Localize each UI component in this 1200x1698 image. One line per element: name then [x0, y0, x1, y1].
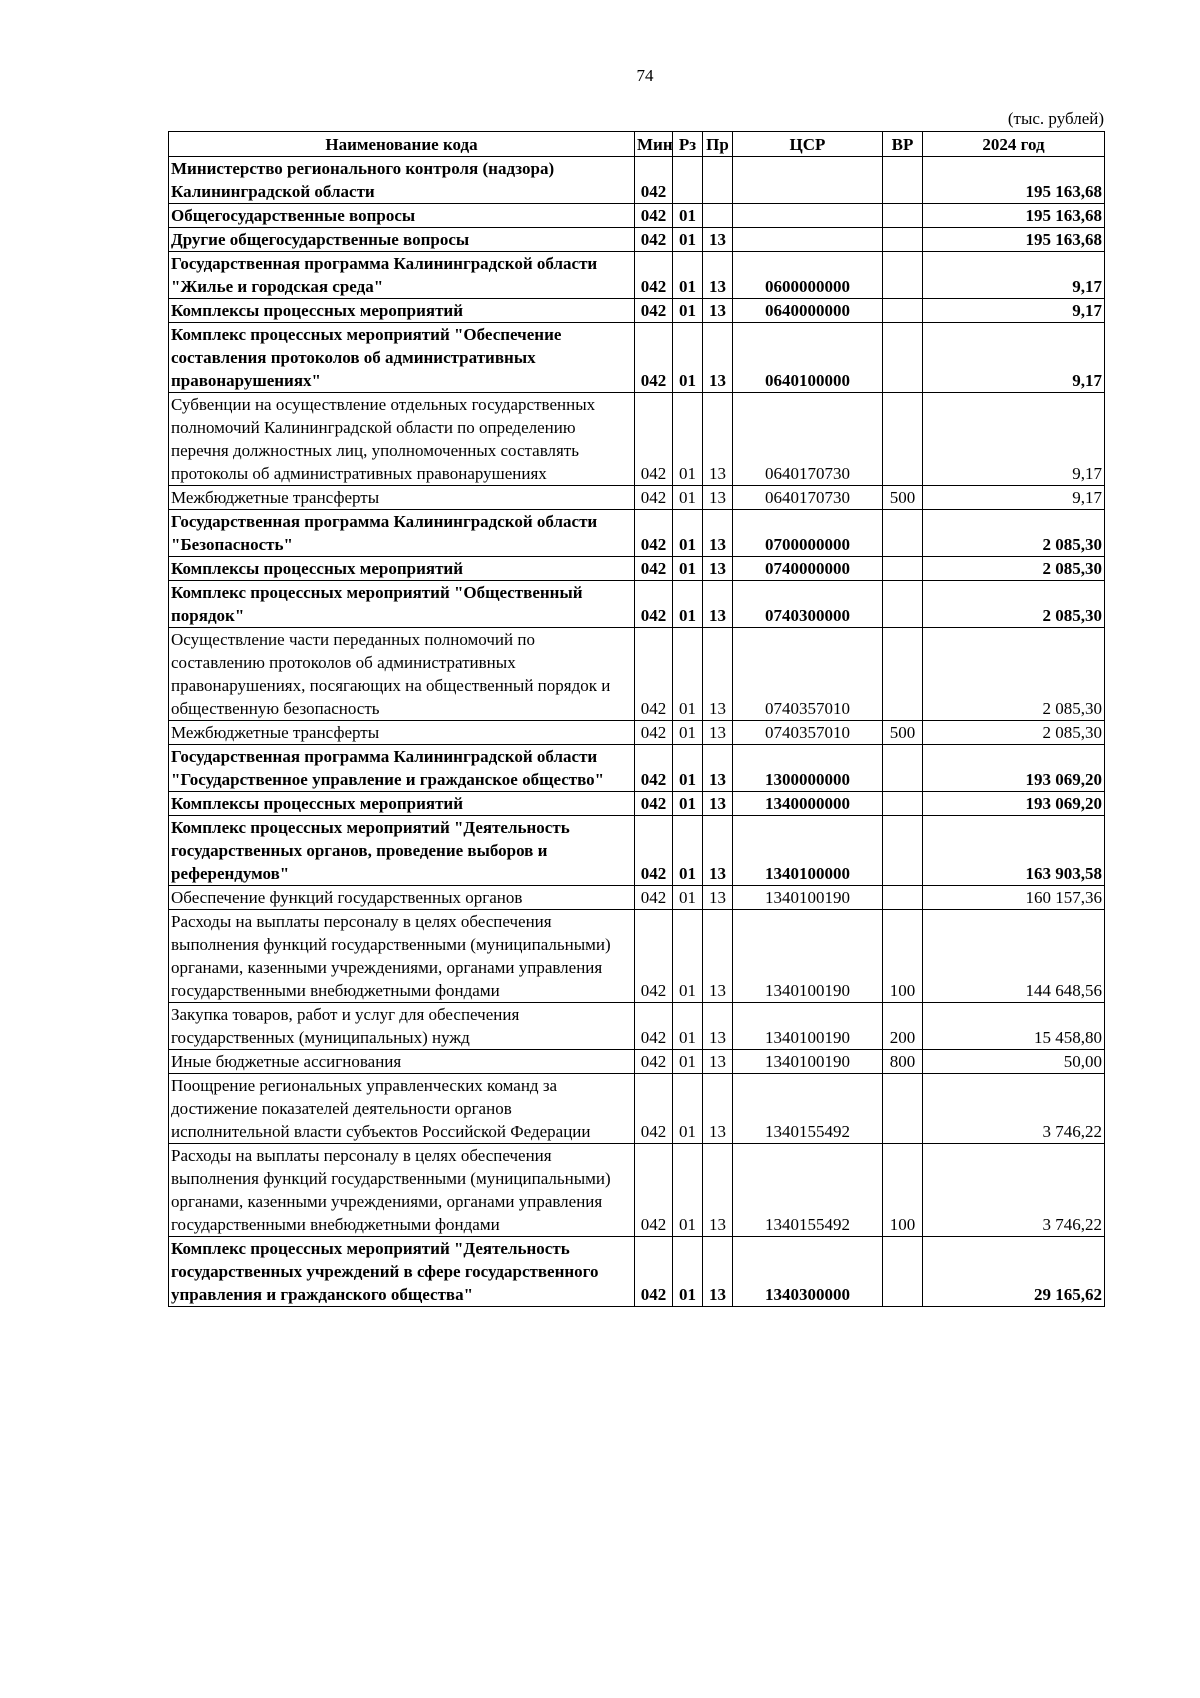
cell-csr: 0740000000: [733, 557, 883, 581]
cell-rz: 01: [673, 745, 703, 792]
cell-csr: 1340155492: [733, 1074, 883, 1144]
table-row: [169, 393, 1105, 486]
cell-vr: [883, 816, 923, 886]
table-row: [169, 323, 1105, 393]
cell-sum: 9,17: [923, 252, 1105, 299]
cell-rz: 01: [673, 1237, 703, 1307]
budget-table: [168, 131, 1105, 1307]
cell-min: 042: [635, 1050, 673, 1074]
cell-vr: [883, 1237, 923, 1307]
cell-name: Межбюджетные трансферты: [169, 486, 635, 510]
cell-vr: 500: [883, 486, 923, 510]
cell-csr: 0740357010: [733, 721, 883, 745]
cell-pr: 13: [703, 393, 733, 486]
table-row: [169, 299, 1105, 323]
cell-vr: [883, 792, 923, 816]
cell-csr: [733, 204, 883, 228]
cell-pr: 13: [703, 557, 733, 581]
cell-name: Субвенции на осуществление отдельных государственных полномочий Калининградской области по определению перечня должностных лиц, уполномоченных составлять протоколы об административных правонарушениях: [169, 393, 635, 486]
header-csr: ЦСР: [733, 132, 883, 157]
cell-name: Комплекс процессных мероприятий "Общественный порядок": [169, 581, 635, 628]
cell-csr: 1340100190: [733, 886, 883, 910]
cell-pr: 13: [703, 299, 733, 323]
cell-name: Осуществление части переданных полномочий по составлению протоколов об административных правонарушениях, посягающих на общественный порядок и общественную безопасность: [169, 628, 635, 721]
cell-min: 042: [635, 1003, 673, 1050]
cell-name: Комплекс процессных мероприятий "Деятельность государственных органов, проведение выборов и референдумов": [169, 816, 635, 886]
table-row: [169, 816, 1105, 886]
cell-sum: 29 165,62: [923, 1237, 1105, 1307]
cell-pr: 13: [703, 581, 733, 628]
header-sum: 2024 год: [923, 132, 1105, 157]
cell-csr: 1340100190: [733, 1003, 883, 1050]
cell-sum: 9,17: [923, 393, 1105, 486]
cell-sum: 163 903,58: [923, 816, 1105, 886]
cell-min: 042: [635, 745, 673, 792]
cell-name: Поощрение региональных управленческих команд за достижение показателей деятельности органов исполнительной власти субъектов Российской Федерации: [169, 1074, 635, 1144]
cell-min: 042: [635, 299, 673, 323]
cell-csr: 0700000000: [733, 510, 883, 557]
cell-min: 042: [635, 204, 673, 228]
cell-min: 042: [635, 393, 673, 486]
cell-rz: [673, 157, 703, 204]
cell-vr: [883, 557, 923, 581]
cell-pr: 13: [703, 228, 733, 252]
cell-pr: 13: [703, 1144, 733, 1237]
cell-min: 042: [635, 581, 673, 628]
cell-pr: 13: [703, 1003, 733, 1050]
cell-rz: 01: [673, 816, 703, 886]
cell-pr: 13: [703, 323, 733, 393]
cell-csr: 0740300000: [733, 581, 883, 628]
cell-sum: 2 085,30: [923, 581, 1105, 628]
cell-pr: [703, 204, 733, 228]
cell-name: Расходы на выплаты персоналу в целях обеспечения выполнения функций государственными (муниципальными) органами, казенными учреждениями, органами управления государственными внебюджетными фондами: [169, 1144, 635, 1237]
cell-min: 042: [635, 1237, 673, 1307]
cell-csr: 0640000000: [733, 299, 883, 323]
cell-min: 042: [635, 886, 673, 910]
cell-vr: 100: [883, 910, 923, 1003]
cell-pr: 13: [703, 486, 733, 510]
cell-csr: 1340100190: [733, 1050, 883, 1074]
cell-csr: 1340155492: [733, 1144, 883, 1237]
table-row: [169, 792, 1105, 816]
cell-rz: 01: [673, 721, 703, 745]
cell-pr: 13: [703, 1050, 733, 1074]
cell-sum: 193 069,20: [923, 792, 1105, 816]
cell-rz: 01: [673, 204, 703, 228]
cell-min: 042: [635, 252, 673, 299]
cell-csr: 1340300000: [733, 1237, 883, 1307]
cell-vr: [883, 323, 923, 393]
cell-rz: 01: [673, 557, 703, 581]
cell-min: 042: [635, 486, 673, 510]
cell-min: 042: [635, 721, 673, 745]
cell-pr: 13: [703, 1237, 733, 1307]
cell-name: Комплексы процессных мероприятий: [169, 557, 635, 581]
table-body: [169, 157, 1105, 1307]
cell-pr: 13: [703, 721, 733, 745]
cell-rz: 01: [673, 628, 703, 721]
cell-sum: 195 163,68: [923, 204, 1105, 228]
cell-min: 042: [635, 157, 673, 204]
cell-csr: 1340000000: [733, 792, 883, 816]
cell-min: 042: [635, 1074, 673, 1144]
cell-pr: 13: [703, 886, 733, 910]
cell-name: Иные бюджетные ассигнования: [169, 1050, 635, 1074]
cell-name: Общегосударственные вопросы: [169, 204, 635, 228]
cell-vr: [883, 252, 923, 299]
table-row: [169, 510, 1105, 557]
header-name: Наименование кода: [169, 132, 635, 157]
cell-vr: 200: [883, 1003, 923, 1050]
cell-vr: 800: [883, 1050, 923, 1074]
cell-rz: 01: [673, 581, 703, 628]
cell-vr: [883, 628, 923, 721]
cell-sum: 2 085,30: [923, 628, 1105, 721]
cell-min: 042: [635, 510, 673, 557]
cell-vr: [883, 157, 923, 204]
cell-min: 042: [635, 228, 673, 252]
cell-vr: [883, 581, 923, 628]
cell-rz: 01: [673, 228, 703, 252]
cell-pr: 13: [703, 745, 733, 792]
cell-min: 042: [635, 910, 673, 1003]
table-row: [169, 886, 1105, 910]
cell-csr: [733, 228, 883, 252]
cell-name: Обеспечение функций государственных органов: [169, 886, 635, 910]
table-row: [169, 628, 1105, 721]
cell-min: 042: [635, 323, 673, 393]
cell-name: Министерство регионального контроля (надзора) Калининградской области: [169, 157, 635, 204]
cell-sum: 9,17: [923, 486, 1105, 510]
cell-name: Комплекс процессных мероприятий "Обеспечение составления протоколов об административных правонарушениях": [169, 323, 635, 393]
header-pr: Пр: [703, 132, 733, 157]
cell-rz: 01: [673, 1144, 703, 1237]
header-min: Мин: [635, 132, 673, 157]
cell-rz: 01: [673, 252, 703, 299]
table-row: [169, 581, 1105, 628]
cell-pr: 13: [703, 792, 733, 816]
cell-rz: 01: [673, 393, 703, 486]
cell-name: Комплексы процессных мероприятий: [169, 299, 635, 323]
cell-sum: 50,00: [923, 1050, 1105, 1074]
cell-sum: 9,17: [923, 323, 1105, 393]
page-number: 74: [636, 66, 654, 85]
cell-sum: 2 085,30: [923, 510, 1105, 557]
cell-min: 042: [635, 628, 673, 721]
cell-vr: 500: [883, 721, 923, 745]
cell-rz: 01: [673, 792, 703, 816]
cell-vr: [883, 510, 923, 557]
cell-name: Государственная программа Калининградской области "Безопасность": [169, 510, 635, 557]
header-vr: ВР: [883, 132, 923, 157]
cell-vr: [883, 299, 923, 323]
cell-sum: 9,17: [923, 299, 1105, 323]
cell-sum: 193 069,20: [923, 745, 1105, 792]
cell-sum: 2 085,30: [923, 721, 1105, 745]
cell-sum: 195 163,68: [923, 157, 1105, 204]
cell-rz: 01: [673, 299, 703, 323]
cell-pr: [703, 157, 733, 204]
cell-name: Государственная программа Калининградской области "Жилье и городская среда": [169, 252, 635, 299]
cell-vr: [883, 228, 923, 252]
table-row: [169, 1050, 1105, 1074]
table-row: [169, 745, 1105, 792]
cell-sum: 160 157,36: [923, 886, 1105, 910]
cell-sum: 195 163,68: [923, 228, 1105, 252]
cell-csr: 0600000000: [733, 252, 883, 299]
cell-sum: 15 458,80: [923, 1003, 1105, 1050]
table-row: [169, 1237, 1105, 1307]
units-label: (тыс. рублей): [1007, 109, 1104, 128]
cell-rz: 01: [673, 486, 703, 510]
table-row: [169, 721, 1105, 745]
cell-csr: 1300000000: [733, 745, 883, 792]
cell-pr: 13: [703, 910, 733, 1003]
cell-vr: 100: [883, 1144, 923, 1237]
cell-min: 042: [635, 1144, 673, 1237]
table-row: [169, 557, 1105, 581]
cell-rz: 01: [673, 1003, 703, 1050]
table-row: [169, 910, 1105, 1003]
cell-rz: 01: [673, 1074, 703, 1144]
table-row: [169, 157, 1105, 204]
cell-csr: 0640170730: [733, 486, 883, 510]
table-row: [169, 204, 1105, 228]
cell-vr: [883, 204, 923, 228]
cell-rz: 01: [673, 323, 703, 393]
cell-pr: 13: [703, 1074, 733, 1144]
cell-csr: 0640170730: [733, 393, 883, 486]
cell-sum: 2 085,30: [923, 557, 1105, 581]
cell-name: Межбюджетные трансферты: [169, 721, 635, 745]
cell-vr: [883, 886, 923, 910]
cell-pr: 13: [703, 510, 733, 557]
cell-min: 042: [635, 792, 673, 816]
cell-rz: 01: [673, 910, 703, 1003]
cell-csr: 1340100000: [733, 816, 883, 886]
table-row: [169, 252, 1105, 299]
cell-sum: 3 746,22: [923, 1144, 1105, 1237]
cell-sum: 144 648,56: [923, 910, 1105, 1003]
cell-vr: [883, 745, 923, 792]
table-row: [169, 1003, 1105, 1050]
cell-name: Закупка товаров, работ и услуг для обеспечения государственных (муниципальных) нужд: [169, 1003, 635, 1050]
cell-name: Комплексы процессных мероприятий: [169, 792, 635, 816]
table-row: [169, 228, 1105, 252]
cell-min: 042: [635, 816, 673, 886]
cell-csr: 0640100000: [733, 323, 883, 393]
cell-pr: 13: [703, 252, 733, 299]
cell-name: Расходы на выплаты персоналу в целях обеспечения выполнения функций государственными (муниципальными) органами, казенными учреждениями, органами управления государственными внебюджетными фондами: [169, 910, 635, 1003]
cell-rz: 01: [673, 886, 703, 910]
cell-pr: 13: [703, 816, 733, 886]
header-rz: Рз: [673, 132, 703, 157]
table-header-row: [169, 132, 1105, 157]
cell-rz: 01: [673, 510, 703, 557]
cell-csr: [733, 157, 883, 204]
cell-vr: [883, 393, 923, 486]
cell-name: Комплекс процессных мероприятий "Деятельность государственных учреждений в сфере государственного управления и гражданского общества": [169, 1237, 635, 1307]
cell-name: Государственная программа Калининградской области "Государственное управление и гражданское общество": [169, 745, 635, 792]
cell-csr: 1340100190: [733, 910, 883, 1003]
cell-csr: 0740357010: [733, 628, 883, 721]
table-row: [169, 1144, 1105, 1237]
cell-pr: 13: [703, 628, 733, 721]
cell-vr: [883, 1074, 923, 1144]
cell-name: Другие общегосударственные вопросы: [169, 228, 635, 252]
cell-min: 042: [635, 557, 673, 581]
cell-sum: 3 746,22: [923, 1074, 1105, 1144]
table-row: [169, 486, 1105, 510]
table-row: [169, 1074, 1105, 1144]
cell-rz: 01: [673, 1050, 703, 1074]
